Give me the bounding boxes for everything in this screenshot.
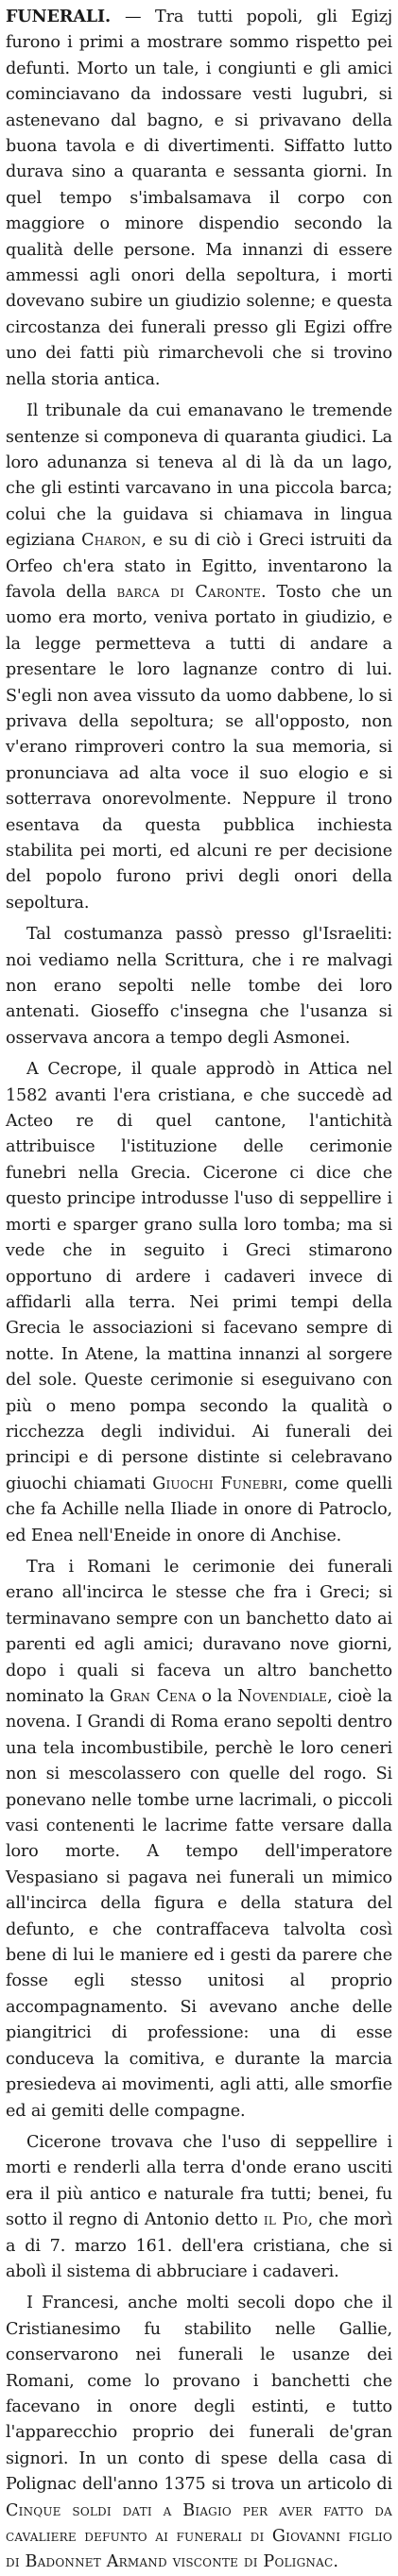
paragraph-text: Tal costumanza passò presso gl'Israeliti: noi vediamo nella Scrittura, che i re malvagi non erano sepolti nelle tombe dei loro antenati. Gioseffo c'insegna che l'usanza si osservava ancora a tempo degli Asmonei.: [6, 925, 392, 1048]
paragraph-text: — Tra tutti popoli, gli Egizj furono i primi a mostrare sommo rispetto pei defunti. Morto un tale, i congiunti e gli amici cominciavano da indossare vesti lugubri, si astenevano dal bagno, e si privavano della buona tavola e di divertimenti. Siffatto lutto durava sino a quaranta e sessanta giorni. In quel tempo s'imbalsamava il corpo con maggiore o minore dispendio secondo la qualità delle persone. Ma innanzi di essere ammessi agli onori della sepoltura, i morti dovevano subire un giudizio solenne; e questa circostanza dei funerali presso gli Egizi offre uno dei fatti più rimarchevoli che si trovino nella storia antica.: [6, 8, 393, 389]
article-body: [6, 4, 392, 2576]
paragraph: [6, 1057, 392, 1549]
paragraph-text: .: [333, 2552, 338, 2572]
small-caps-term: barca di Caronte: [116, 582, 262, 602]
paragraph: [6, 399, 392, 916]
paragraph: [6, 4, 392, 393]
small-caps-term: Cinque soldi dati a Biagio per aver fatto da cavaliere defunto ai funerali di Giovanni figlio di Badonnet Armand visconte di Polignac: [6, 2500, 392, 2572]
small-caps-term: Charon: [81, 531, 142, 551]
paragraph-text: , e su di ciò i Greci istruiti da Orfeo ch'era stato in Egitto, inventarono la favola della: [6, 531, 392, 602]
article-title: FUNERALI.: [6, 7, 126, 26]
small-caps-term: il Pio: [263, 2210, 308, 2230]
paragraph-text: Cicerone trovava che l'uso di seppellire i morti e renderli alla terra d'onde erano usciti era il più antico e naturale fra tutti; benei, fu sotto il regno di Antonio detto: [6, 2132, 392, 2230]
paragraph: [6, 1555, 392, 2124]
small-caps-term: Gran Cena: [110, 1687, 197, 1706]
paragraph: [6, 2130, 392, 2285]
small-caps-term: Giuochi Funebri: [152, 1474, 283, 1493]
paragraph-text: , come quelli che fa Achille nella Iliade in onore di Patroclo, ed Enea nell'Eneide in onore di Anchise.: [6, 1474, 392, 1545]
paragraph-text: I Francesi, anche molti secoli dopo che il Cristianesimo fu stabilito nelle Gallie, conservarono nei funerali le usanze dei Romani, come lo provano i banchetti che facevano in onore degli estinti, e tutto l'apparecchio proprio dei funerali de'gran signori. In un conto di spese della casa di Polignac dell'anno 1375 si trova un articolo di: [6, 2294, 392, 2495]
small-caps-term: Novendiale: [237, 1687, 328, 1706]
paragraph-text: o la: [196, 1687, 238, 1706]
paragraph-text: . Tosto che un uomo era morto, veniva portato in giudizio, e la legge permetteva a tutti di andare a presentare le loro lagnanze contro di lui. S'egli non avea vissuto da uomo dabbene, lo si privava della sepoltura; se all'opposto, non v'erano rimproveri contro la sua memoria, si pronunciava ad alta voce il suo elogio e si sotterrava onorevolmente. Neppure il trono esentava da questa pubblica inchiesta stabilita pei morti, ed alcuni re per decisione del popolo furono privi degli onori della sepoltura.: [6, 582, 392, 913]
paragraph-text: , che morì a di 7. marzo 161. dell'era cristiana, che si abolì il sistema di abbruciare i cadaveri.: [6, 2210, 393, 2281]
paragraph: [6, 2291, 392, 2575]
paragraph: [6, 922, 392, 1051]
paragraph-text: Tra i Romani le cerimonie dei funerali erano all'incirca le stesse che fra i Greci; si terminavano sempre con un banchetto dato ai parenti ed agli amici; duravano nove giorni, dopo i quali si faceva un altro banchetto nominato la: [6, 1557, 392, 1706]
paragraph-text: , cioè la novena. I Grandi di Roma erano sepolti dentro una tela incombustibile, perchè le loro ceneri non si mescolassero con quelle del rogo. Si ponevano nelle tombe urne lacrimali, o piccoli vasi contenenti le lacrime fatte versare dalla loro morte. A tempo dell'imperatore Vespasiano si pagava nei funerali un mimico all'incirca della figura e della statura del defunto, e che contraffaceva talvolta così bene di lui le maniere ed i gesti da parere che fosse egli stesso unitosi al proprio accompagnamento. Si avevano anche delle piangitrici di professione: una di esse conduceva la comitiva, e durante la marcia presiedeva ai movimenti, agli atti, alle smorfie ed ai gemiti delle compagne.: [6, 1687, 393, 2121]
paragraph-text: Il tribunale da cui emanavano le tremende sentenze si componeva di quaranta giudici. La loro adunanza si teneva al di là da un lago, che gli estinti varcavano in una piccola barca; colui che la guidava si chiamava in lingua egiziana: [6, 401, 392, 551]
paragraph-text: A Cecrope, il quale approdò in Attica nel 1582 avanti l'era cristiana, e che succedè ad Acteo re di quel cantone, l'antichità attribuisce l'istituzione delle cerimonie funebri nella Grecia. Cicerone ci dice che questo principe introdusse l'uso di seppellire i morti e sparger grano sulla loro tomba; ma si vede che in seguito i Greci stimarono opportuno di ardere i cadaveri invece di affidarli alla terra. Nei primi tempi della Grecia le associazioni si facevano sempre di notte. In Atene, la mattina innanzi al sorgere del sole. Queste cerimonie si eseguivano con più o meno pompa secondo la qualità o ricchezza degli individui. Ai funerali dei principi e di persone distinte si celebravano giuochi chiamati: [6, 1060, 392, 1493]
